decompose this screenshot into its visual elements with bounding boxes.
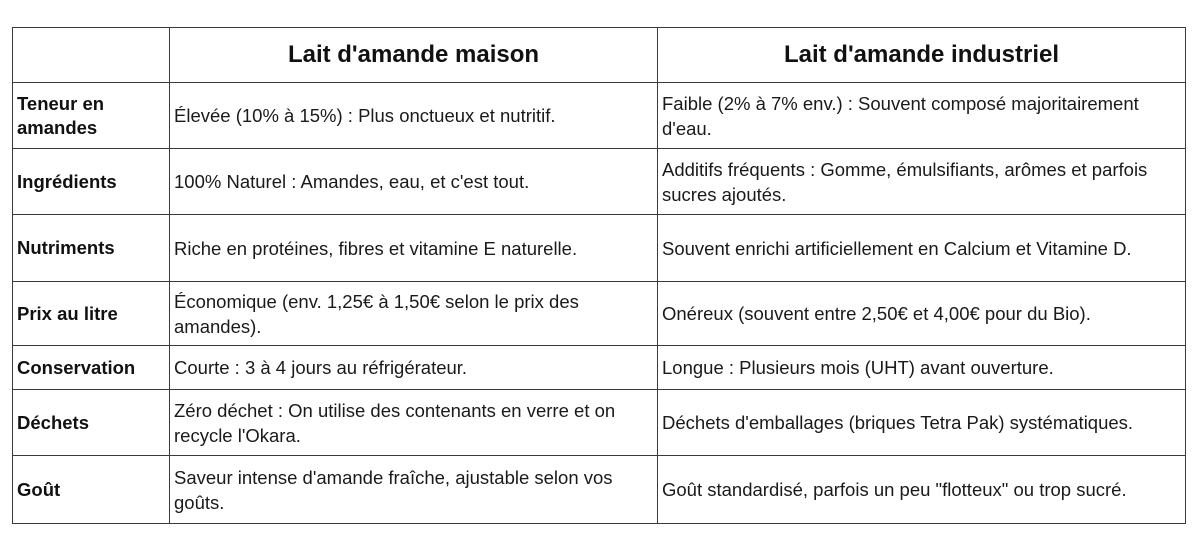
cell-industrial-taste: Goût standardisé, parfois un peu "flotteux" ou trop sucré. bbox=[658, 456, 1186, 524]
cell-industrial-waste: Déchets d'emballages (briques Tetra Pak) systématiques. bbox=[658, 390, 1186, 456]
cell-home-conservation: Courte : 3 à 4 jours au réfrigérateur. bbox=[170, 346, 658, 390]
cell-home-waste: Zéro déchet : On utilise des contenants en verre et on recycle l'Okara. bbox=[170, 390, 658, 456]
row-label-taste: Goût bbox=[13, 456, 170, 524]
row-label-price: Prix au litre bbox=[13, 282, 170, 346]
cell-home-nutrients: Riche en protéines, fibres et vitamine E naturelle. bbox=[170, 215, 658, 282]
comparison-table bbox=[12, 27, 1186, 524]
cell-home-ingredients: 100% Naturel : Amandes, eau, et c'est tout. bbox=[170, 149, 658, 215]
table-row bbox=[13, 215, 1186, 282]
header-corner-cell bbox=[13, 28, 170, 83]
row-label-waste: Déchets bbox=[13, 390, 170, 456]
row-label-almond-content: Teneur en amandes bbox=[13, 83, 170, 149]
table-row bbox=[13, 390, 1186, 456]
cell-home-price: Économique (env. 1,25€ à 1,50€ selon le prix des amandes). bbox=[170, 282, 658, 346]
cell-home-almond-content: Élevée (10% à 15%) : Plus onctueux et nutritif. bbox=[170, 83, 658, 149]
table-row bbox=[13, 346, 1186, 390]
table-row bbox=[13, 83, 1186, 149]
cell-industrial-nutrients: Souvent enrichi artificiellement en Calcium et Vitamine D. bbox=[658, 215, 1186, 282]
cell-industrial-almond-content: Faible (2% à 7% env.) : Souvent composé majoritairement d'eau. bbox=[658, 83, 1186, 149]
table-row bbox=[13, 282, 1186, 346]
table-row bbox=[13, 456, 1186, 524]
table-header-row bbox=[13, 28, 1186, 83]
row-label-conservation: Conservation bbox=[13, 346, 170, 390]
cell-home-taste: Saveur intense d'amande fraîche, ajustable selon vos goûts. bbox=[170, 456, 658, 524]
row-label-nutrients: Nutriments bbox=[13, 215, 170, 282]
header-industrial: Lait d'amande industriel bbox=[658, 28, 1186, 83]
cell-industrial-conservation: Longue : Plusieurs mois (UHT) avant ouverture. bbox=[658, 346, 1186, 390]
row-label-ingredients: Ingrédients bbox=[13, 149, 170, 215]
header-home-made: Lait d'amande maison bbox=[170, 28, 658, 83]
table-row bbox=[13, 149, 1186, 215]
cell-industrial-price: Onéreux (souvent entre 2,50€ et 4,00€ pour du Bio). bbox=[658, 282, 1186, 346]
cell-industrial-ingredients: Additifs fréquents : Gomme, émulsifiants, arômes et parfois sucres ajoutés. bbox=[658, 149, 1186, 215]
